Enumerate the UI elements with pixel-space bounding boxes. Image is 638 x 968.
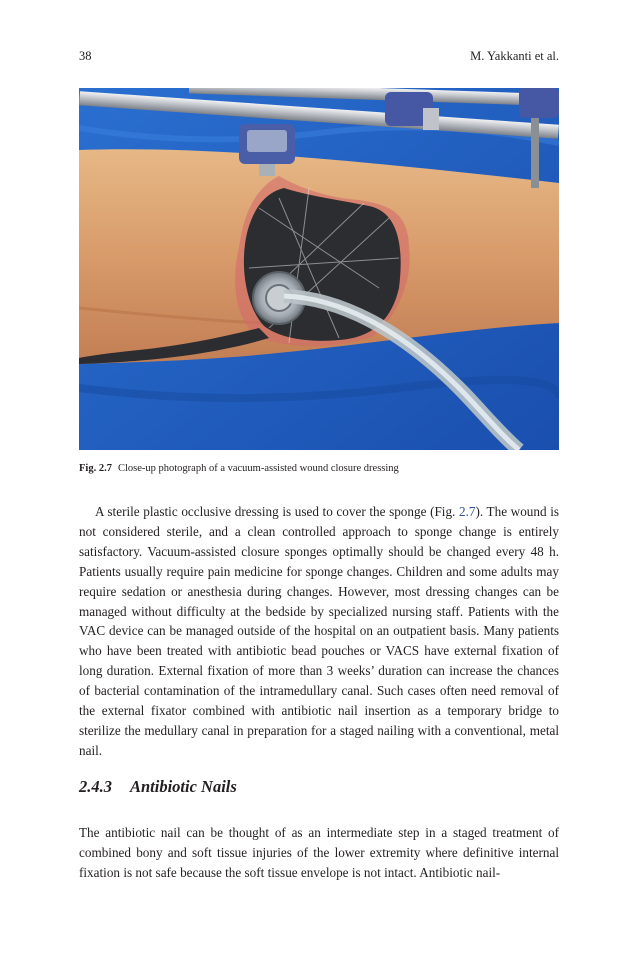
section-number: 2.4.3 (79, 777, 112, 796)
figure-caption-text: Close-up photograph of a vacuum-assisted wound closure dressing (117, 463, 399, 474)
page-header (79, 49, 559, 65)
section-heading (79, 777, 237, 797)
figure-reference-link[interactable]: 2.7 (458, 504, 476, 519)
body-paragraph-2: The antibiotic nail can be thought of as an intermediate step in a staged treatment of combined bony and soft tissue injuries of the lower extremity where definitive internal fixation is not safe because the soft tissue envelope is not intact. Antibiotic nail- (79, 825, 559, 880)
wound-dressing-photo (79, 88, 559, 450)
figure-caption (79, 463, 559, 474)
page-number: 38 (79, 49, 92, 63)
body-paragraph-1 (79, 502, 559, 761)
figure-caption-label: Fig. 2.7 (79, 463, 112, 474)
paragraph1-text-before-ref: A sterile plastic occlusive dressing is used to cover the sponge (Fig. (95, 504, 459, 519)
running-head-authors: M. Yakkanti et al. (470, 49, 559, 63)
figure-photo (79, 88, 559, 450)
section-title: Antibiotic Nails (130, 777, 237, 796)
paragraph1-text-after-ref: ). The wound is not considered sterile, and a clean controlled approach to sponge change is entirely satisfactory. Vacuum-assisted closure sponges optimally should be changed every 48 h. Patients usually require pain medicine for sponge changes. Children and some adults may require sedation or anesthesia during changes. However, most dressing changes can be managed without difficulty at the bedside by specialized nursing staff. Patients with the VAC device can be managed outside of the hospital on an outpatient basis. Many patients who have been treated with antibiotic bead pouches or VACS have external fixation of long duration. External fixation of more than 3 weeks’ duration can increase the chances of bacterial contamination of the intramedullary canal. Such cases often need removal of the external fixator combined with antibiotic nail insertion as a temporary bridge to sterilize the medullary canal in preparation for a staged nailing with a conventional, metal nail. (79, 504, 559, 758)
